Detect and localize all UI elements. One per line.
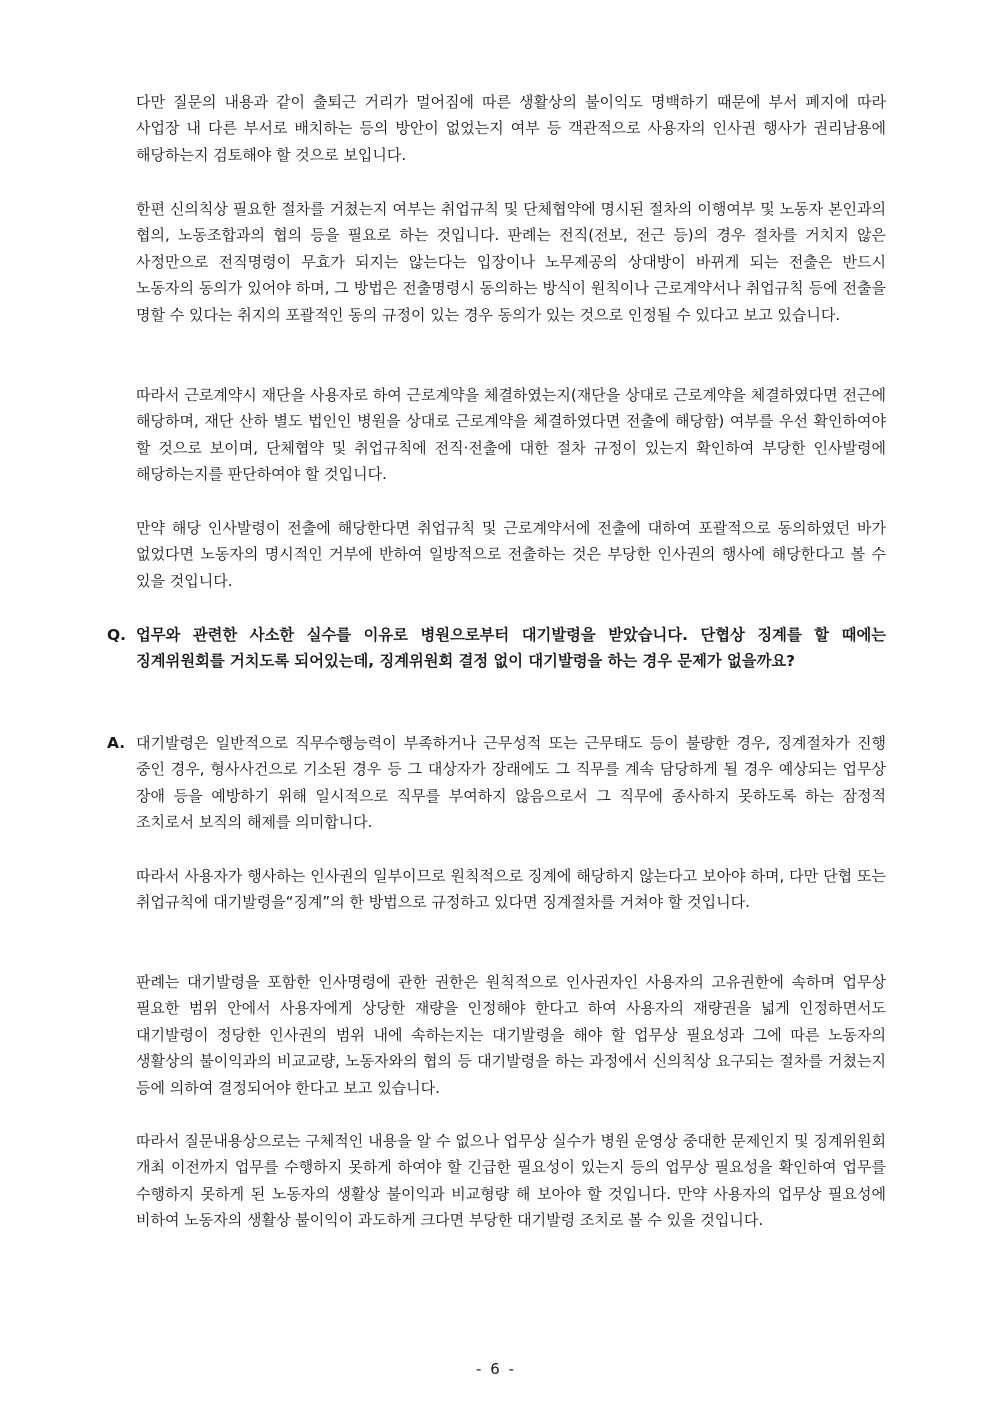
answer-text: 대기발령은 일반적으로 직무수행능력이 부족하거나 근무성적 또는 근무태도 등이 불량한 경우, 징계절차가 진행 중인 경우, 형사사건으로 기소된 경우 등 그 대상자가 장래에도 그 직무를 계속 담당하게 될 경우 예상되는 업무상 장애 등을 예방하기 위해 일시적으로 직무를 부여하지 않음으로서 그 직무에 종사하지 못하도록 하는 잠정적 조치로서 보직의 해제를 의미합니다. xyxy=(136,734,886,832)
paragraph-good-faith-procedure: 한편 신의칙상 필요한 절차를 거쳤는지 여부는 취업규칙 및 단체협약에 명시된 절차의 이행여부 및 노동자 본인과의 협의, 노동조합과의 협의 등을 필요로 하는 것입니다. 판례는 전직(전보, 전근 등)의 경우 절차를 거치지 않은 사정만으로 전직명령이 무효가 되지는 않는다는 입장이나 노무제공의 상대방이 바뀌게 되는 전출은 반드시 노동자의 동의가 있어야 하며, 그 방법은 전출명령시 동의하는 방식이 원칙이나 근로계약서나 취업규칙 등에 전출을 명할 수 있다는 취지의 포괄적인 동의 규정이 있는 경우 동의가 있는 것으로 인정될 수 있다고 보고 있습니다. xyxy=(136,200,886,324)
paragraph-transfer-consent: 만약 해당 인사발령이 전출에 해당한다면 취업규칙 및 근로계약서에 전출에 대하여 포괄적으로 동의하였던 바가 없었다면 노동자의 명시적인 거부에 반하여 일방적으로 전출하는 것은 부당한 인사권의 행사에 해당한다고 볼 수 있을 것입니다. xyxy=(136,519,886,590)
paragraph-disciplinary-procedure: 따라서 사용자가 행사하는 인사권의 일부이므로 원칙적으로 징계에 해당하지 않는다고 보아야 하며, 다만 단협 또는 취업규칙에 대기발령을“징계”의 한 방법으로 규정하고 있다면 징계절차를 거쳐야 할 것입니다. xyxy=(136,867,886,912)
answer-block xyxy=(107,730,886,836)
paragraph-employment-contract-check: 따라서 근로계약시 재단을 사용자로 하여 근로계약을 체결하였는지(재단을 상대로 근로계약을 체결하였다면 전근에 해당하며, 재단 산하 별도 법인인 병원을 상대로 근로계약을 체결하였다면 전출에 해당함) 여부를 우선 확인하여야 할 것으로 보이며, 단체협약 및 취업규칙에 전직·전출에 대한 절차 규정이 있는지 확인하여 부당한 인사발령에 해당하는지를 판단하여야 할 것입니다. xyxy=(136,386,886,484)
paragraph-precedent-standby: 판례는 대기발령을 포함한 인사명령에 관한 권한은 원칙적으로 인사권자인 사용자의 고유권한에 속하며 업무상 필요한 범위 안에서 사용자에게 상당한 재량을 인정해야 한다고 하여 사용자의 재량권을 넓게 인정하면서도 대기발령이 정당한 인사권의 범위 내에 속하는지는 대기발령을 해야 할 업무상 필요성과 그에 따른 노동자의 생활상의 불이익과의 비교교량, 노동자와의 협의 등 대기발령을 하는 과정에서 신의칙상 요구되는 절차를 거쳤는지 등에 의하여 결정되어야 한다고 보고 있습니다. xyxy=(136,973,886,1097)
page-number: - 6 - xyxy=(476,1360,516,1378)
paragraph-commute-disadvantage: 다만 질문의 내용과 같이 출퇴근 거리가 멀어짐에 따른 생활상의 불이익도 명백하기 때문에 부서 폐지에 따라 사업장 내 다른 부서로 배치하는 등의 방안이 없었는지 여부 등 객관적으로 사용자의 인사권 행사가 권리남용에 해당하는지 검토해야 할 것으로 보입니다. xyxy=(136,93,886,164)
question-marker: Q. xyxy=(107,626,127,644)
question-block xyxy=(107,622,886,675)
question-text: 업무와 관련한 사소한 실수를 이유로 병원으로부터 대기발령을 받았습니다. 단협상 징계를 할 때에는 징계위원회를 거치도록 되어있는데, 징계위원회 결정 없이 대기발령을 하는 경우 문제가 없을까요? xyxy=(136,626,886,671)
answer-marker: A. xyxy=(107,734,126,752)
paragraph-business-necessity: 따라서 질문내용상으로는 구체적인 내용을 알 수 없으나 업무상 실수가 병원 운영상 중대한 문제인지 및 징계위원회 개최 이전까지 업무를 수행하지 못하게 하여야 할 긴급한 필요성이 있는지 등의 업무상 필요성을 확인하여 업무를 수행하지 못하게 된 노동자의 생활상 불이익과 비교형량 해 보아야 할 것입니다. 만약 사용자의 업무상 필요성에 비하여 노동자의 생활상 불이익이 과도하게 크다면 부당한 대기발령 조치로 볼 수 있을 것입니다. xyxy=(136,1132,886,1230)
